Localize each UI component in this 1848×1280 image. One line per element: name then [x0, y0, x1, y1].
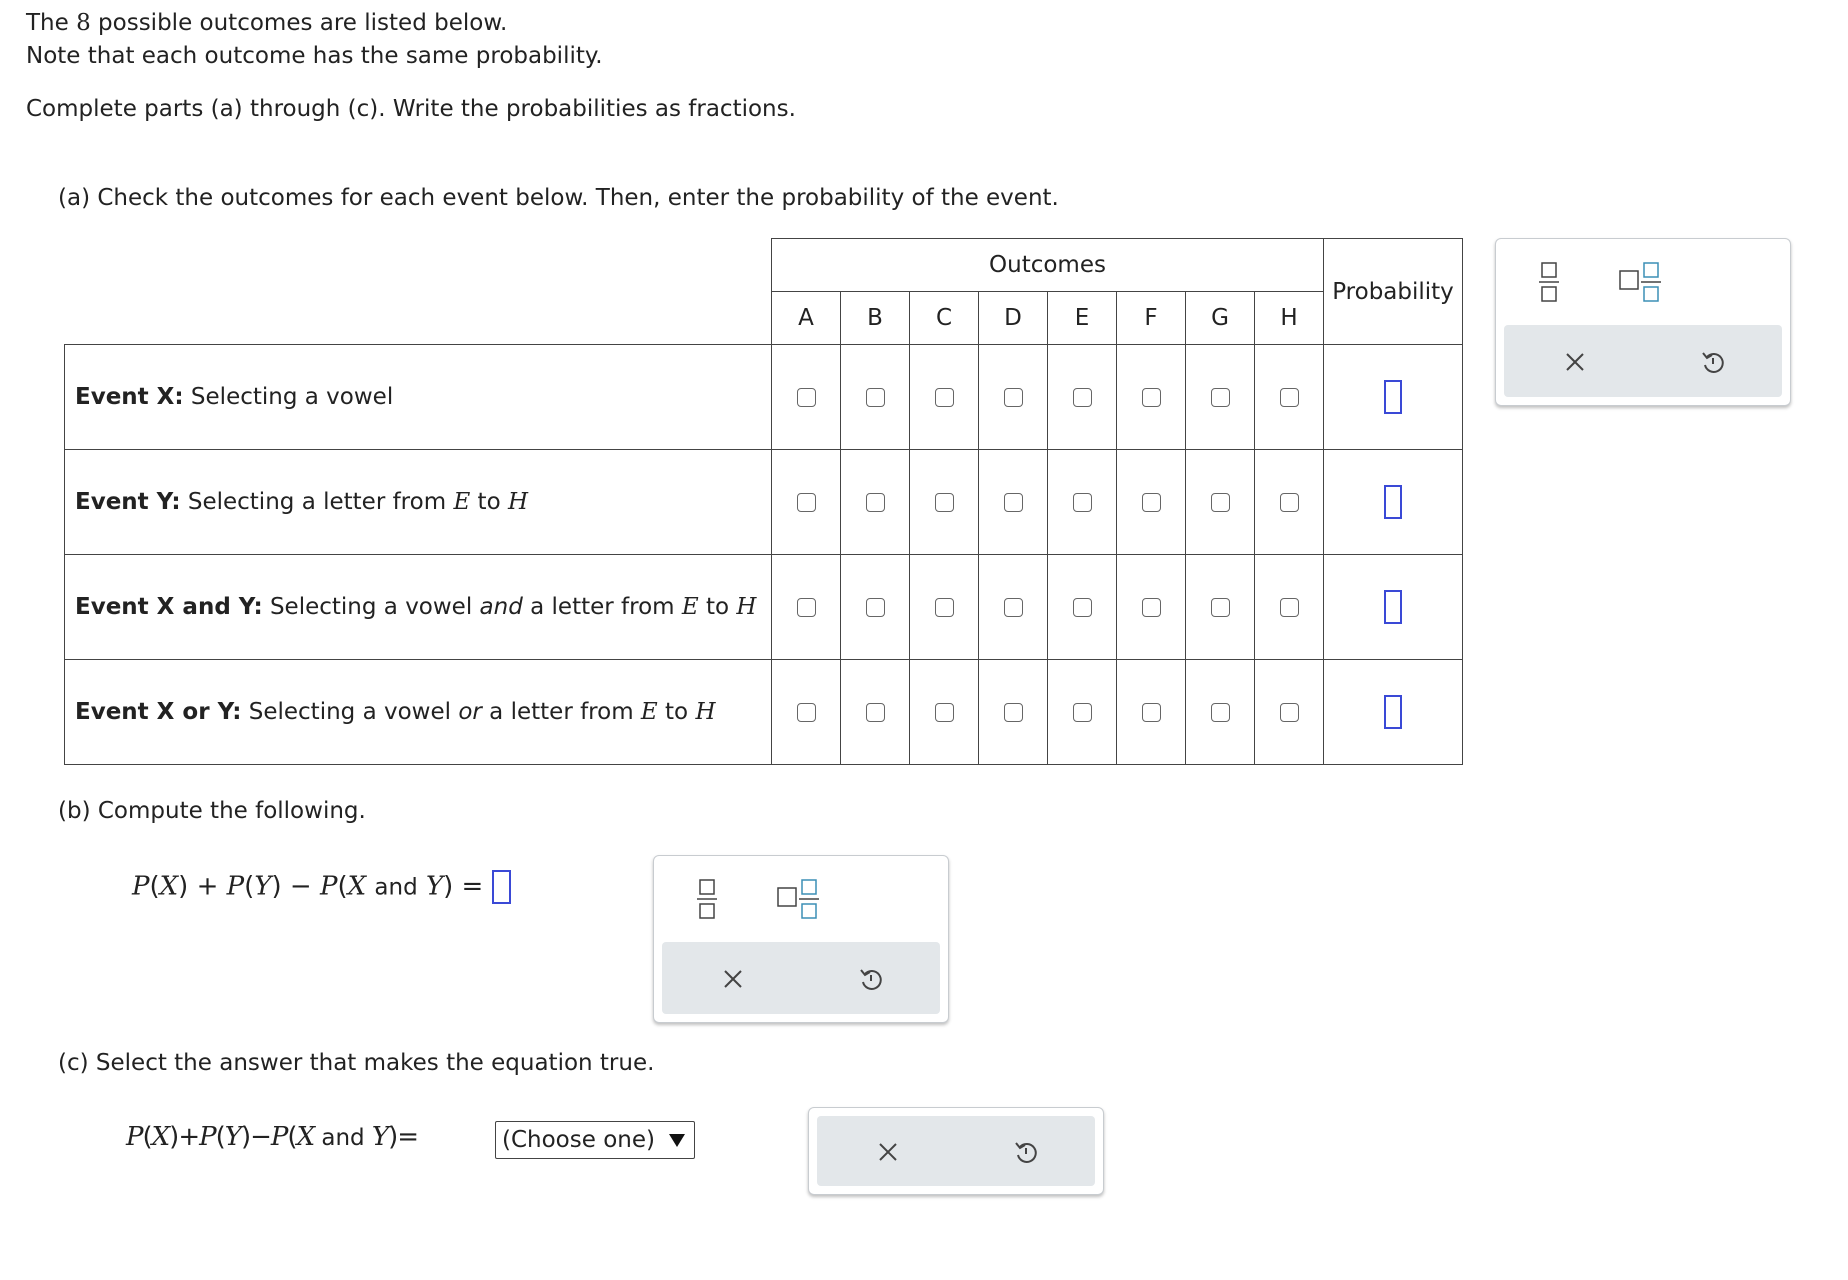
part-c-expression: P(X)+P(Y)−P(X and Y)= — [126, 1122, 419, 1152]
outcome-cell — [1186, 660, 1255, 765]
outcome-letter-h: H — [1255, 292, 1324, 345]
outcome-checkbox-d[interactable] — [1004, 388, 1023, 407]
outcome-cell — [1117, 345, 1186, 450]
outcome-checkbox-h[interactable] — [1280, 598, 1299, 617]
event-row — [65, 345, 1463, 450]
undo-icon[interactable] — [858, 966, 884, 992]
event-row — [65, 660, 1463, 765]
event-label: Event X or Y: Selecting a vowel or a letter from E to H — [65, 660, 772, 765]
outcome-checkbox-e[interactable] — [1073, 598, 1092, 617]
outcome-cell — [1186, 450, 1255, 555]
event-label: Event X: Selecting a vowel — [65, 345, 772, 450]
outcome-cell — [910, 345, 979, 450]
outcome-cell — [1255, 660, 1324, 765]
outcome-checkbox-e[interactable] — [1073, 388, 1092, 407]
outcome-letter-c: C — [910, 292, 979, 345]
outcome-cell — [1255, 450, 1324, 555]
outcome-checkbox-c[interactable] — [935, 703, 954, 722]
outcome-cell — [841, 660, 910, 765]
intro-line-2: Note that each outcome has the same probability. — [26, 43, 603, 69]
undo-icon[interactable] — [1700, 349, 1726, 375]
mixed-number-icon[interactable] — [1618, 261, 1662, 303]
outcome-letter-d: D — [979, 292, 1048, 345]
outcome-cell — [1186, 345, 1255, 450]
outcome-cell — [979, 450, 1048, 555]
outcome-cell — [979, 555, 1048, 660]
outcome-checkbox-g[interactable] — [1211, 703, 1230, 722]
outcome-checkbox-e[interactable] — [1073, 493, 1092, 512]
undo-icon[interactable] — [1013, 1139, 1039, 1165]
outcome-checkbox-g[interactable] — [1211, 493, 1230, 512]
outcome-checkbox-g[interactable] — [1211, 388, 1230, 407]
outcome-checkbox-h[interactable] — [1280, 703, 1299, 722]
outcome-cell — [1255, 345, 1324, 450]
outcome-checkbox-a[interactable] — [797, 388, 816, 407]
outcome-cell — [1117, 555, 1186, 660]
outcome-cell — [1117, 660, 1186, 765]
outcome-cell — [910, 555, 979, 660]
outcome-count: 8 — [76, 10, 91, 36]
toolbox-button-row — [662, 942, 940, 1014]
mixed-number-icon[interactable] — [776, 878, 820, 920]
part-b-answer-input[interactable] — [492, 870, 511, 904]
outcome-cell — [772, 345, 841, 450]
outcome-cell — [979, 345, 1048, 450]
event-label: Event Y: Selecting a letter from E to H — [65, 450, 772, 555]
outcome-cell — [841, 450, 910, 555]
outcome-cell — [910, 450, 979, 555]
outcome-checkbox-f[interactable] — [1142, 493, 1161, 512]
outcome-letter-e: E — [1048, 292, 1117, 345]
outcome-letter-f: F — [1117, 292, 1186, 345]
event-row — [65, 555, 1463, 660]
outcome-letter-b: B — [841, 292, 910, 345]
outcome-checkbox-g[interactable] — [1211, 598, 1230, 617]
outcome-cell — [772, 660, 841, 765]
outcome-checkbox-d[interactable] — [1004, 493, 1023, 512]
outcome-checkbox-h[interactable] — [1280, 493, 1299, 512]
fraction-icon[interactable] — [1538, 261, 1560, 303]
outcome-checkbox-b[interactable] — [866, 388, 885, 407]
outcome-letter-a: A — [772, 292, 841, 345]
outcome-checkbox-c[interactable] — [935, 388, 954, 407]
outcomes-header: Outcomes — [772, 239, 1324, 292]
intro-line-3: Complete parts (a) through (c). Write the probabilities as fractions. — [26, 96, 796, 122]
outcome-cell — [1255, 555, 1324, 660]
outcome-cell — [772, 450, 841, 555]
outcome-checkbox-f[interactable] — [1142, 703, 1161, 722]
table-math-toolbox — [1495, 238, 1791, 406]
part-b-math-toolbox — [653, 855, 949, 1023]
probability-input[interactable] — [1384, 590, 1402, 624]
outcome-checkbox-b[interactable] — [866, 598, 885, 617]
outcome-cell — [1048, 660, 1117, 765]
outcome-cell — [1186, 555, 1255, 660]
table-corner — [65, 239, 772, 345]
outcome-checkbox-e[interactable] — [1073, 703, 1092, 722]
outcome-checkbox-b[interactable] — [866, 703, 885, 722]
toolbox-button-row — [817, 1116, 1095, 1186]
select-value: (Choose one) — [502, 1127, 655, 1153]
outcome-letter-g: G — [1186, 292, 1255, 345]
probability-input[interactable] — [1384, 485, 1402, 519]
part-c-prompt: (c) Select the answer that makes the equation true. — [58, 1050, 655, 1076]
outcome-cell — [841, 555, 910, 660]
outcome-cell — [841, 345, 910, 450]
probability-input[interactable] — [1384, 695, 1402, 729]
toolbox-button-row — [1504, 325, 1782, 397]
event-label: Event X and Y: Selecting a vowel and a letter from E to H — [65, 555, 772, 660]
outcome-cell — [1048, 555, 1117, 660]
outcomes-table — [64, 238, 1463, 765]
triangle-down-icon — [668, 1132, 686, 1148]
probability-cell — [1324, 450, 1463, 555]
outcome-checkbox-b[interactable] — [866, 493, 885, 512]
outcome-checkbox-h[interactable] — [1280, 388, 1299, 407]
probability-cell — [1324, 660, 1463, 765]
outcome-checkbox-d[interactable] — [1004, 703, 1023, 722]
outcome-checkbox-f[interactable] — [1142, 388, 1161, 407]
outcome-checkbox-a[interactable] — [797, 598, 816, 617]
outcome-checkbox-a[interactable] — [797, 703, 816, 722]
clear-icon[interactable] — [722, 968, 744, 990]
outcome-checkbox-f[interactable] — [1142, 598, 1161, 617]
event-row — [65, 450, 1463, 555]
probability-cell — [1324, 555, 1463, 660]
outcome-checkbox-a[interactable] — [797, 493, 816, 512]
part-b-prompt: (b) Compute the following. — [58, 798, 366, 824]
clear-icon[interactable] — [1564, 351, 1586, 373]
part-c-choose-select[interactable] — [495, 1121, 695, 1159]
outcome-cell — [772, 555, 841, 660]
part-c-toolbox — [808, 1107, 1104, 1195]
clear-icon[interactable] — [877, 1141, 899, 1163]
outcome-cell — [910, 660, 979, 765]
outcome-checkbox-c[interactable] — [935, 493, 954, 512]
outcome-cell — [1117, 450, 1186, 555]
part-a-prompt: (a) Check the outcomes for each event below. Then, enter the probability of the event. — [58, 185, 1059, 211]
probability-cell — [1324, 345, 1463, 450]
probability-header: Probability — [1324, 239, 1463, 345]
probability-input[interactable] — [1384, 380, 1402, 414]
outcome-cell — [979, 660, 1048, 765]
outcome-checkbox-c[interactable] — [935, 598, 954, 617]
outcome-cell — [1048, 450, 1117, 555]
part-b-expression: P(X) + P(Y) − P(X and Y) = — [132, 870, 511, 904]
fraction-icon[interactable] — [696, 878, 718, 920]
intro-line-1: The 8 possible outcomes are listed below. — [26, 10, 508, 36]
outcome-cell — [1048, 345, 1117, 450]
outcome-checkbox-d[interactable] — [1004, 598, 1023, 617]
